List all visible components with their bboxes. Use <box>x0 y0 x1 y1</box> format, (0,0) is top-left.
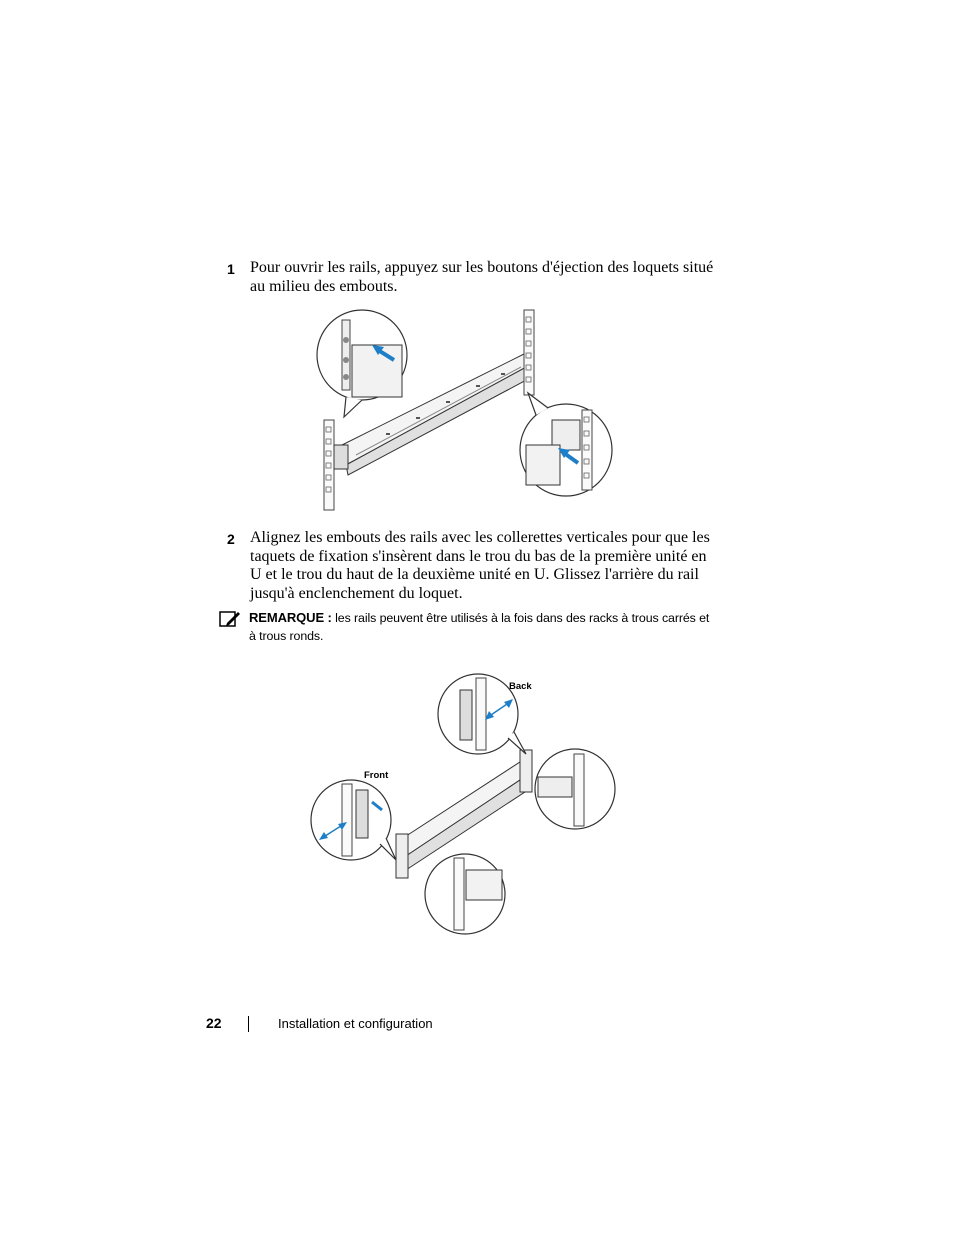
step-number: 2 <box>227 531 235 547</box>
step-number: 1 <box>227 261 235 277</box>
rail-alignment-illustration <box>308 672 618 938</box>
step-text: Pour ouvrir les rails, appuyez sur les boutons d'éjection des loquets situé au milieu des embouts. <box>250 259 714 295</box>
rail-release-illustration <box>316 305 616 517</box>
note-text <box>249 609 719 645</box>
note-label: REMARQUE : <box>249 610 332 625</box>
back-label: Back <box>509 681 532 692</box>
note-body: les rails peuvent être utilisés à la fois dans des racks à trous carrés et à trous ronds. <box>249 611 710 643</box>
pencil-note-icon <box>219 610 241 628</box>
step-text: Alignez les embouts des rails avec les collerettes verticales pour que les taquets de fixation s'insèrent dans le trou du bas de la première unité en U et le trou du haut de la deuxième unité en U. Glissez l'arrière du rail jusqu'à enclenchement du loquet. <box>250 529 710 603</box>
page-number: 22 <box>206 1015 222 1031</box>
footer-section-title: Installation et configuration <box>278 1016 433 1031</box>
front-label: Front <box>364 770 389 781</box>
footer-divider <box>248 1016 249 1032</box>
